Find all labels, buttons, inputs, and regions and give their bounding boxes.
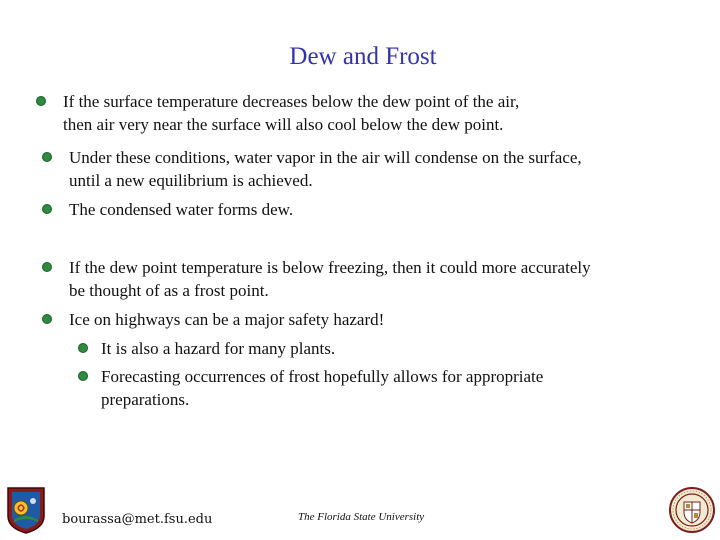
bullet-line: Under these conditions, water vapor in the air will condense on the surface, — [69, 148, 582, 167]
bullet-text — [69, 198, 293, 221]
sub-bullet-text — [101, 365, 543, 411]
sub-bullet-dot — [78, 343, 88, 353]
bullet-dot — [42, 262, 52, 272]
bullet-line: then air very near the surface will also cool below the dew point. — [63, 115, 504, 134]
bullet-text — [69, 308, 384, 331]
sub-bullet-dot — [78, 371, 88, 381]
bullet-line: Ice on highways can be a major safety hazard! — [69, 310, 385, 329]
bullet-line: until a new equilibrium is achieved. — [69, 171, 313, 190]
bullet-line: preparations. — [101, 390, 190, 409]
footer-university: The Florida State University — [298, 511, 425, 523]
bullet-dot — [42, 204, 52, 214]
bullet-text — [69, 256, 591, 302]
bullet-line: It is also a hazard for many plants. — [101, 339, 336, 358]
bullet-dot — [42, 152, 52, 162]
bullet-text — [63, 90, 519, 136]
bullet-line: If the surface temperature decreases below the dew point of the air, — [63, 92, 520, 111]
department-logo-icon — [4, 486, 48, 534]
bullet-line: Forecasting occurrences of frost hopefully allows for appropriate — [101, 367, 544, 386]
bullet-dot — [42, 314, 52, 324]
bullet-dot — [36, 96, 46, 106]
bullet-line: If the dew point temperature is below freezing, then it could more accurately — [69, 258, 591, 277]
slide-title: Dew and Frost — [289, 43, 437, 70]
bullet-line: be thought of as a frost point. — [69, 281, 269, 300]
bullet-line: The condensed water forms dew. — [69, 200, 294, 219]
bullet-text — [69, 146, 582, 192]
footer-email: bourassa@met.fsu.edu — [62, 512, 213, 527]
sub-bullet-text — [101, 337, 335, 360]
university-seal-icon — [668, 486, 716, 534]
